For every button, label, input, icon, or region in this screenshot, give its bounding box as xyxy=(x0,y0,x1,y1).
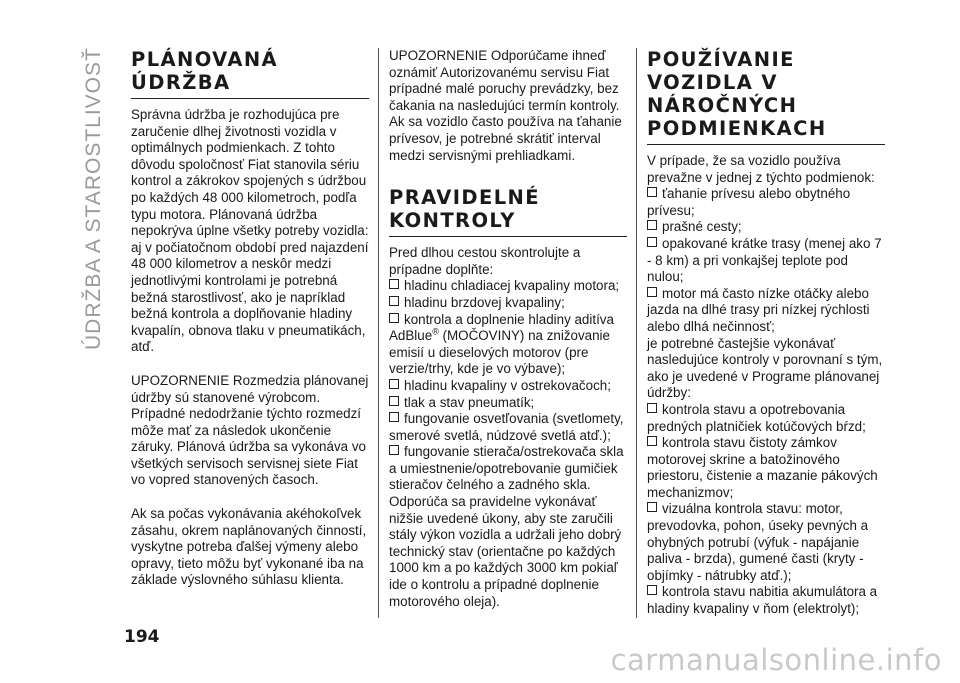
heading-regular-checks xyxy=(389,186,627,237)
registered-mark: ® xyxy=(432,326,439,337)
watermark-text: carmanualsonline.info xyxy=(610,643,942,677)
checkbox-bullet-icon xyxy=(389,296,399,306)
list-item: prašné cesty; xyxy=(647,219,885,236)
checkbox-bullet-icon xyxy=(647,287,657,297)
heading-line: KONTROLY xyxy=(389,209,516,233)
paragraph: Ak sa počas vykonávania akéhokoľvek zásahu, okrem naplánovaných činností, vyskytne potreba ďalšej výmeny alebo opravy, tieto môžu byť vykonané iba na základe výslovného súhlasu klienta. xyxy=(131,506,367,588)
list-item: fungovanie stierača/ostrekovača skla a umiestnenie/opotrebovanie gumičiek stieračov čelného a zadného skla. xyxy=(389,444,624,493)
list-item: opakované krátke trasy (menej ako 7 - 8 km) a pri vonkajšej teplote pod nulou; xyxy=(647,235,882,285)
list-item: hladinu kvapaliny v ostrekovačoch; xyxy=(389,378,627,395)
paragraph: je potrebné častejšie vykonávať nasledujúce kontroly v porovnaní s tým, ako je uvedené v Programe plánovanej údržby: xyxy=(647,335,883,401)
section-side-label xyxy=(82,47,122,350)
checkbox-bullet-icon xyxy=(647,187,657,197)
heading-line: PLÁNOVANÁ xyxy=(131,48,279,71)
list-item: kontrola stavu čistoty zámkov motorovej skrine a batožinového priestoru, čistenie a mazanie pákových mechanizmov; xyxy=(647,435,878,500)
heading-severe-conditions xyxy=(647,48,885,145)
paragraph: UPOZORNENIE Rozmedzia plánovanej údržby sú stanovené výrobcom. Prípadné nedodržanie týchto rozmedzí môže mať za následok ukončenie záruky. Plánová údržba sa vykonáva vo všetkých servisoch servisnej siete Fiat vo vopred stanovených časoch. xyxy=(131,372,369,488)
list-item: motor má často nízke otáčky alebo jazda na dlhé trasy pri nízkej rýchlosti alebo dlhá nečinnosť; xyxy=(647,285,870,334)
checkbox-bullet-icon xyxy=(389,396,399,406)
heading-planned-maintenance xyxy=(131,48,369,99)
list-item: tlak a stav pneumatík; xyxy=(389,395,627,412)
checkbox-bullet-icon xyxy=(647,403,657,413)
list-item: ťahanie prívesu alebo obytného prívesu; xyxy=(647,186,851,218)
list-item: kontrola a doplnenie hladiny aditíva AdBlue® (MOČOVINY) na znižovanie emisií u dieselových motorov (pre verzie/trhy, kde je vo výbave); xyxy=(389,311,614,377)
column-2 xyxy=(389,48,627,627)
paragraph: Pred dlhou cestou skontrolujte a prípadne doplňte: xyxy=(389,245,581,277)
column-1 xyxy=(131,48,369,606)
heading-line: ÚDRŽBA xyxy=(131,71,231,94)
list-item: vizuálna kontrola stavu: motor, prevodovka, pohon, úseky pevných a ohybných potrubí (výfuk - napájanie paliva - brzda), gumené časti (kryty - objímky - nátrubky atď.); xyxy=(647,501,869,583)
paragraph: UPOZORNENIE Odporúčame ihneď oznámiť Autorizovanému servisu Fiat prípadné malé poruchy prevádzky, bez čakania na nasledujúci termín kontroly. Ak sa vozidlo často používa na ťahanie prívesov, je potrebné skrátiť interval medzi servisnými prehliadkami. xyxy=(389,48,622,163)
list-item: kontrola stavu nabitia akumulátora a hladiny kvapaliny v ňom (elektrolyt); xyxy=(647,584,878,617)
checkbox-bullet-icon xyxy=(647,237,657,247)
paragraph: Odporúča sa pravidelne vykonávať nižšie uvedené úkony, aby ste zaručili stály výkon vozidla a udržali jeho dobrý technický stav (orientačne po každých 1000 km a po každých 3000 km pokiaľ ide o kontrolu a prípadné doplnenie motorového oleja). xyxy=(389,494,622,609)
column-3 xyxy=(647,48,885,618)
checkbox-bullet-icon xyxy=(647,585,657,595)
heading-line: POUŽÍVANIE xyxy=(647,48,795,71)
checkbox-bullet-icon xyxy=(647,436,657,446)
paragraph: Správna údržba je rozhodujúca pre zaručenie dlhej životnosti vozidla v optimálnych podmienkach. Z tohto dôvodu spoločnosť Fiat stanovila sériu kontrol a zákrokov spojených s údržbou po každých 48 000 kilometroch, podľa typu motora. Plánovaná údržba nepokrýva úplne všetky potreby vozidla: aj v počiatočnom období pred najazdení 48 000 kilometrov a neskôr medzi jednotlivými kontrolami je potrebná bežná starostlivosť, ako je napríklad bežná kontrola a doplňovanie hladiny kvapalín, obnova tlaku v pneumatikách, atď. xyxy=(131,107,369,355)
checkbox-bullet-icon xyxy=(389,412,399,422)
column-divider xyxy=(636,48,637,618)
heading-line: NÁROČNÝCH xyxy=(647,94,798,117)
column-divider xyxy=(378,48,379,618)
paragraph: V prípade, že sa vozidlo používa prevažne v jednej z týchto podmienok: xyxy=(647,153,875,185)
list-item: hladinu brzdovej kvapaliny; xyxy=(389,295,627,312)
checkbox-bullet-icon xyxy=(389,445,399,455)
checkbox-bullet-icon xyxy=(389,313,399,323)
page-number: 194 xyxy=(124,627,160,647)
heading-line: PRAVIDELNÉ xyxy=(389,186,540,210)
list-item: hladinu chladiacej kvapaliny motora; xyxy=(389,278,627,295)
list-item: kontrola stavu a opotrebovania predných platničiek kotúčových bŕzd; xyxy=(647,401,866,434)
heading-line: PODMIENKACH xyxy=(647,117,827,140)
section-side-label-text: ÚDRŽBA A STAROSTLIVOSŤ xyxy=(82,47,105,350)
list-item: fungovanie osvetľovania (svetlomety, smerové svetlá, núdzové svetlá atď.); xyxy=(389,411,624,443)
heading-line: VOZIDLA V xyxy=(647,71,778,94)
checkbox-bullet-icon xyxy=(647,220,657,230)
checkbox-bullet-icon xyxy=(647,502,657,512)
checkbox-bullet-icon xyxy=(389,279,399,289)
checkbox-bullet-icon xyxy=(389,379,399,389)
